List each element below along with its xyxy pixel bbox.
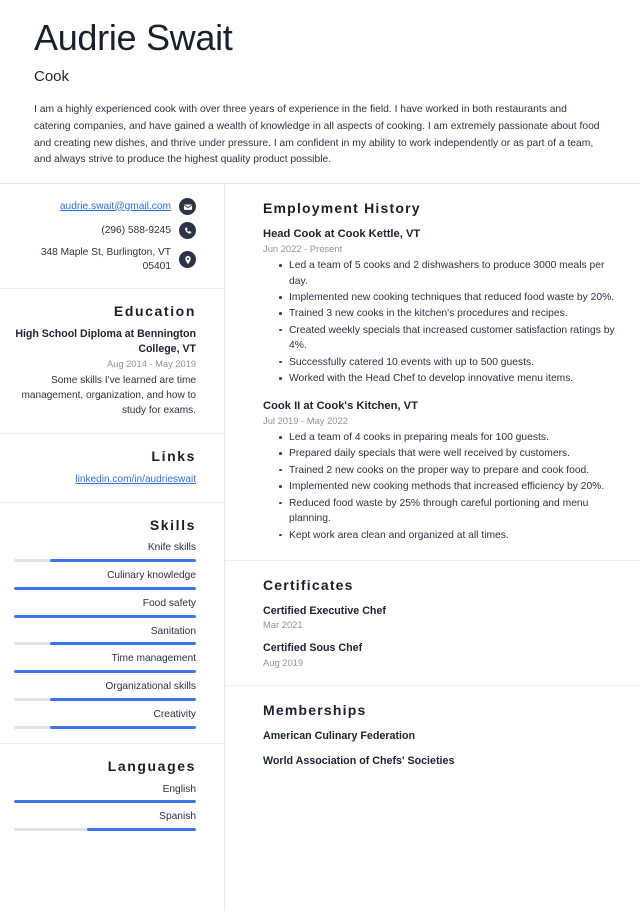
job-bullet: Trained 3 new cooks in the kitchen's procedures and recipes.: [279, 306, 622, 321]
education-section: [0, 289, 224, 434]
skill-level-bar: [14, 698, 196, 701]
memberships-list: [263, 729, 622, 769]
job-entry-title: Head Cook at Cook Kettle, VT: [263, 227, 421, 240]
job-entry-date: Jun 2022 - Present: [263, 242, 343, 254]
language-label: Spanish: [159, 811, 196, 823]
resume-body: [0, 184, 640, 911]
job-bullet: Led a team of 5 cooks and 2 dishwashers to produce 3000 meals per day.: [279, 258, 622, 289]
language-label: English: [162, 783, 196, 795]
job-entry: [263, 227, 622, 387]
skill-item: [14, 541, 196, 562]
location-pin-icon: [179, 251, 196, 268]
employment-heading: Employment History: [263, 200, 421, 216]
language-item: [14, 810, 196, 831]
main-content: [225, 184, 640, 911]
education-item-title: High School Diploma at Bennington College, VT: [15, 328, 196, 355]
employment-section: [225, 184, 640, 561]
skill-item: [14, 652, 196, 673]
languages-list: [14, 783, 196, 832]
job-bullet: Implemented new cooking methods that increased efficiency by 20%.: [279, 479, 622, 494]
sidebar: [0, 184, 225, 911]
skill-level-fill: [14, 587, 196, 590]
language-level-fill: [87, 828, 196, 831]
job-entry-bullets: [263, 430, 622, 543]
envelope-icon: [179, 198, 196, 215]
skill-label: Creativity: [153, 708, 196, 720]
skill-level-fill: [50, 726, 196, 729]
languages-heading: Languages: [107, 757, 196, 774]
skill-item: [14, 597, 196, 618]
job-bullet: Kept work area clean and organized at all times.: [279, 528, 622, 543]
job-bullet: Trained 2 new cooks on the proper way to prepare and cook food.: [279, 463, 622, 478]
skill-label: Sanitation: [150, 625, 196, 637]
job-bullet: Created weekly specials that increased customer satisfaction ratings by 4%.: [279, 323, 622, 354]
skill-level-bar: [14, 615, 196, 618]
language-item: [14, 783, 196, 804]
languages-section: [0, 744, 224, 845]
job-bullet: Reduced food waste by 25% through careful portioning and menu planning.: [279, 496, 622, 527]
education-item-description: Some skills I've learned are time management, organization, and how to study for exams.: [21, 374, 196, 417]
education-item-date: Aug 2014 - May 2019: [107, 358, 196, 369]
job-bullet: Implemented new cooking techniques that reduced food waste by 20%.: [279, 290, 622, 305]
certificate-date: Aug 2019: [263, 656, 304, 668]
page-title: Audrie Swait: [34, 17, 233, 58]
skill-item: [14, 625, 196, 646]
skill-level-bar: [14, 726, 196, 729]
membership-entry: World Association of Chefs' Societies: [263, 755, 455, 768]
certificate-entry: [263, 641, 622, 669]
contact-phone-row[interactable]: [14, 222, 196, 239]
language-level-bar: [14, 828, 196, 831]
certificates-section: [225, 561, 640, 686]
contact-section: [0, 184, 224, 289]
contact-address-row[interactable]: [14, 246, 196, 274]
links-section: [0, 434, 224, 503]
professional-summary: I am a highly experienced cook with over three years of experience in the field. I have worked in both restaurants and catering companies, and have gained a wealth of knowledge in all aspects of cooking. I am extremely passionate about food and creating new dishes, and thrive under pressure. I am confident in my ability to work independently or as part of a team, and always strive to produce the highest quality product possible.: [34, 104, 600, 166]
job-title: Cook: [34, 68, 70, 86]
certificate-date: Mar 2021: [263, 619, 303, 631]
links-heading: Links: [151, 447, 196, 464]
job-bullet: Prepared daily specials that were well received by customers.: [279, 446, 622, 461]
link-item-linkedin[interactable]: linkedin.com/in/audrieswait: [75, 474, 196, 486]
skill-level-fill: [14, 670, 196, 673]
jobs-list: [263, 227, 622, 543]
skill-label: Time management: [111, 653, 196, 665]
resume-header: [0, 0, 640, 183]
skill-label: Food safety: [142, 597, 196, 609]
skill-level-fill: [14, 615, 196, 618]
skill-level-fill: [50, 559, 196, 562]
skill-item: [14, 569, 196, 590]
skills-section: [0, 503, 224, 744]
job-entry: [263, 399, 622, 543]
skills-heading: Skills: [149, 516, 196, 533]
memberships-heading: Memberships: [263, 702, 367, 719]
skill-label: Knife skills: [147, 542, 196, 554]
skill-label: Organizational skills: [105, 681, 196, 693]
email-value[interactable]: audrie.swait@gmail.com: [59, 200, 171, 212]
skill-level-bar: [14, 559, 196, 562]
job-entry-title: Cook II at Cook's Kitchen, VT: [263, 399, 418, 412]
membership-entry: American Culinary Federation: [263, 729, 416, 742]
education-item: [14, 327, 196, 418]
language-level-bar: [14, 800, 196, 803]
language-level-fill: [14, 800, 196, 803]
skills-list: [14, 541, 196, 728]
certificate-name: Certified Executive Chef: [263, 604, 386, 617]
job-bullet: Led a team of 4 cooks in preparing meals for 100 guests.: [279, 430, 622, 445]
job-bullet: Successfully catered 10 events with up to 500 guests.: [279, 355, 622, 370]
skill-label: Culinary knowledge: [107, 570, 196, 582]
skill-item: [14, 708, 196, 729]
skill-level-bar: [14, 642, 196, 645]
job-entry-date: Jul 2019 - May 2022: [263, 414, 348, 426]
skill-level-bar: [14, 587, 196, 590]
address-value: 348 Maple St, Burlington, VT 05401: [40, 247, 171, 272]
certificate-name: Certified Sous Chef: [263, 642, 363, 655]
memberships-section: [225, 686, 640, 785]
skill-level-fill: [50, 642, 196, 645]
skill-level-bar: [14, 670, 196, 673]
skill-item: [14, 680, 196, 701]
phone-icon: [179, 222, 196, 239]
certificates-list: [263, 604, 622, 669]
phone-value: (296) 588-9245: [101, 224, 171, 236]
contact-email-row[interactable]: [14, 198, 196, 215]
skill-level-fill: [50, 698, 196, 701]
certificate-entry: [263, 604, 622, 632]
education-heading: Education: [113, 302, 196, 319]
job-bullet: Worked with the Head Chef to develop innovative menu items.: [279, 371, 622, 386]
certificates-heading: Certificates: [263, 577, 354, 594]
job-entry-bullets: [263, 258, 622, 387]
